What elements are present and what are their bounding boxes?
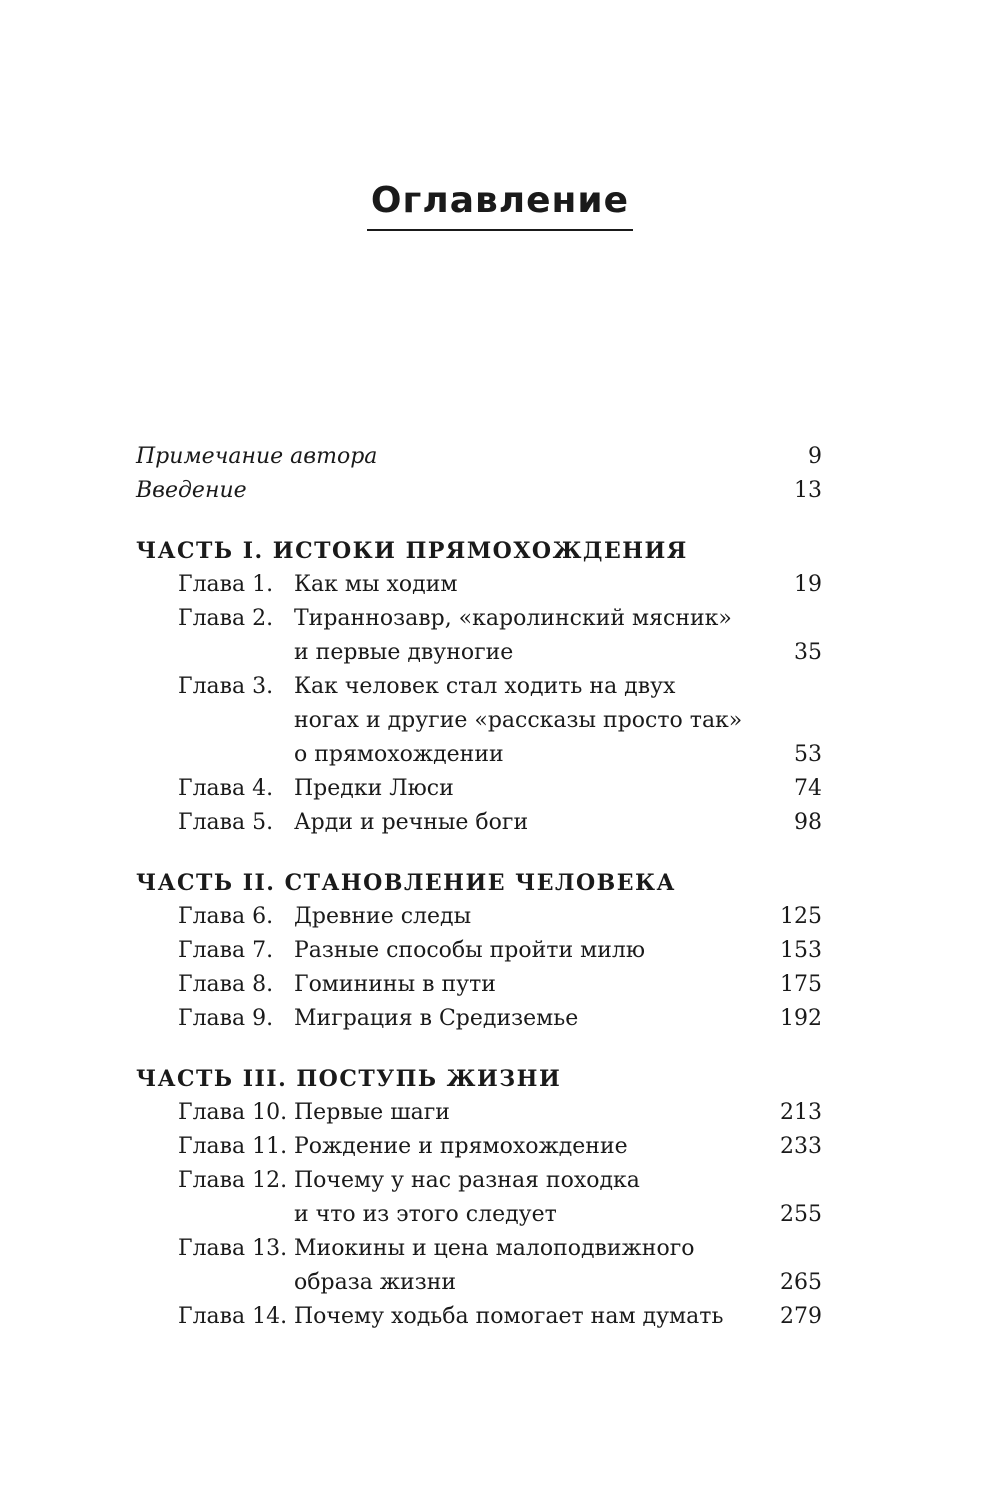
chapter-entry	[136, 968, 822, 1002]
page-number: 175	[780, 972, 822, 997]
chapter-entry	[136, 1096, 822, 1130]
chapter-entry	[136, 670, 822, 772]
chapter-title-line: ногах и другие «рассказы просто так»	[294, 708, 743, 733]
chapter-entry	[136, 1164, 822, 1232]
page-number: 279	[780, 1304, 822, 1329]
chapter-number: Глава 8.	[178, 972, 274, 997]
page-number: 19	[794, 572, 822, 597]
page-number: 192	[780, 1006, 822, 1031]
chapter-number: Глава 2.	[178, 606, 274, 631]
page-number: 233	[780, 1134, 822, 1159]
chapter-title	[294, 1002, 744, 1036]
chapter-title-line: Миграция в Средиземье	[294, 1006, 579, 1031]
chapter-title-line: Как человек стал ходить на двух	[294, 674, 676, 699]
page-number: 9	[808, 444, 822, 469]
chapter-title-line: и что из этого следует	[294, 1202, 557, 1227]
chapter-title-line: Миокины и цена малоподвижного	[294, 1236, 695, 1261]
page-number: 74	[794, 776, 822, 801]
chapter-number: Глава 9.	[178, 1006, 274, 1031]
chapter-title-line: Тираннозавр, «каролинский мясник»	[294, 606, 732, 631]
page-number: 13	[794, 478, 822, 503]
chapter-title	[294, 1096, 744, 1130]
chapter-entry	[136, 900, 822, 934]
chapter-title-line: о прямохождении	[294, 742, 504, 767]
chapter-entry	[136, 568, 822, 602]
chapter-number: Глава 14.	[178, 1304, 288, 1329]
chapter-entry	[136, 772, 822, 806]
chapter-number: Глава 11.	[178, 1134, 288, 1159]
chapter-number: Глава 3.	[178, 674, 274, 699]
chapter-title	[294, 1130, 744, 1164]
chapter-number: Глава 10.	[178, 1100, 288, 1125]
chapter-number: Глава 6.	[178, 904, 274, 929]
chapter-number: Глава 13.	[178, 1236, 288, 1261]
chapter-title	[294, 568, 744, 602]
chapter-title	[294, 1232, 744, 1300]
chapter-title-line: Почему ходьба помогает нам думать	[294, 1304, 724, 1329]
page-number: 213	[780, 1100, 822, 1125]
chapter-title-line: образа жизни	[294, 1270, 457, 1295]
chapter-title-line: Древние следы	[294, 904, 472, 929]
chapter-title-line: и первые двуногие	[294, 640, 514, 665]
page-number: 53	[794, 742, 822, 767]
chapter-entry	[136, 1232, 822, 1300]
entry-title: Примечание автора	[136, 444, 378, 469]
chapter-title-line: Арди и речные боги	[294, 810, 529, 835]
page-number: 255	[780, 1202, 822, 1227]
chapter-entry	[136, 1130, 822, 1164]
chapter-number: Глава 7.	[178, 938, 274, 963]
chapter-number: Глава 12.	[178, 1168, 288, 1193]
table-of-contents	[136, 440, 822, 1334]
page-title: Оглавление	[367, 180, 633, 231]
chapter-title	[294, 934, 744, 968]
chapter-title	[294, 772, 744, 806]
chapter-number: Глава 5.	[178, 810, 274, 835]
chapter-title-line: Гоминины в пути	[294, 972, 496, 997]
part-heading: ЧАСТЬ III. ПОСТУПЬ ЖИЗНИ	[136, 1066, 562, 1092]
front-matter-entry	[136, 474, 822, 508]
chapter-entry	[136, 934, 822, 968]
chapter-title-line: Первые шаги	[294, 1100, 450, 1125]
front-matter-entry	[136, 440, 822, 474]
chapter-title	[294, 968, 744, 1002]
page-number: 153	[780, 938, 822, 963]
chapter-entry	[136, 806, 822, 840]
page-number: 35	[794, 640, 822, 665]
part-heading: ЧАСТЬ I. ИСТОКИ ПРЯМОХОЖДЕНИЯ	[136, 538, 688, 564]
chapter-entry	[136, 602, 822, 670]
chapter-title	[294, 900, 744, 934]
chapter-title	[294, 1164, 744, 1232]
toc-heading-block	[0, 180, 1000, 231]
chapter-entry	[136, 1300, 822, 1334]
chapter-title	[294, 1300, 744, 1334]
chapter-title-line: Как мы ходим	[294, 572, 458, 597]
chapter-title-line: Разные способы пройти милю	[294, 938, 646, 963]
chapter-title	[294, 670, 744, 772]
page-number: 125	[780, 904, 822, 929]
chapter-title	[294, 806, 744, 840]
chapter-title	[294, 602, 744, 670]
chapter-title-line: Почему у нас разная походка	[294, 1168, 640, 1193]
entry-title: Введение	[136, 478, 247, 503]
chapter-number: Глава 4.	[178, 776, 274, 801]
chapter-title-line: Рождение и прямохождение	[294, 1134, 628, 1159]
page-number: 98	[794, 810, 822, 835]
part-heading: ЧАСТЬ II. СТАНОВЛЕНИЕ ЧЕЛОВЕКА	[136, 870, 676, 896]
chapter-title-line: Предки Люси	[294, 776, 454, 801]
chapter-number: Глава 1.	[178, 572, 274, 597]
chapter-entry	[136, 1002, 822, 1036]
page-number: 265	[780, 1270, 822, 1295]
